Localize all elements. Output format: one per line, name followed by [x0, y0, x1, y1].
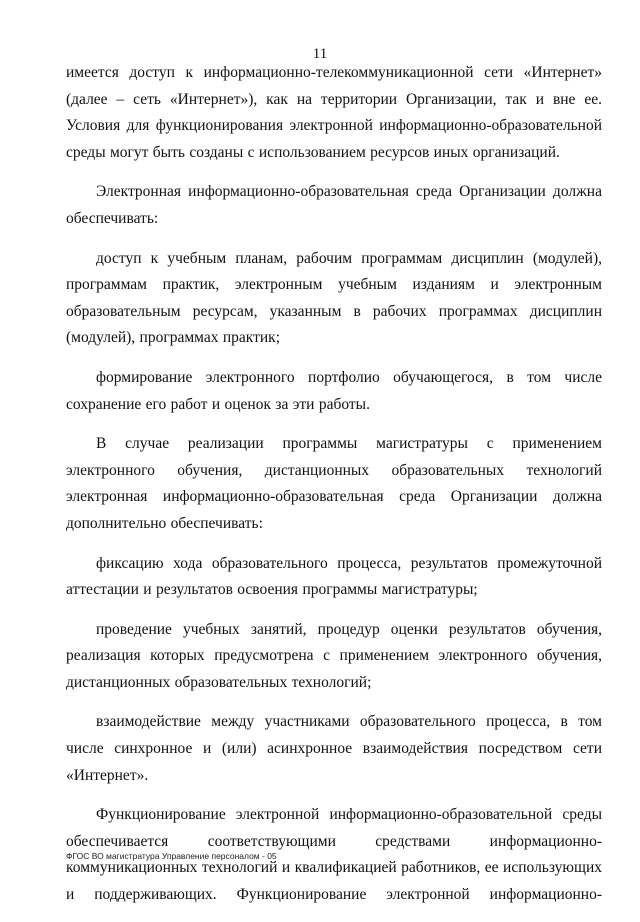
paragraph-access-to-plans: доступ к учебным планам, рабочим программам дисциплин (модулей), программам практик, электронным учебным изданиям и электронным образовательным ресурсам, указанным в рабочих программах дисциплин (модулей), программах практик;: [66, 249, 602, 347]
paragraph-interaction: взаимодействие между участниками образовательного процесса, в том числе синхронное и (или) асинхронное взаимодействия посредством сети «Интернет».: [66, 713, 602, 784]
paragraph-internet-access: имеется доступ к информационно-телекоммуникационной сети «Интернет» (далее – сеть «Интернет»), как на территории Организации, так и вне ее. Условия для функционирования электронной информационно-образовательной среды могут быть созданы с использованием ресурсов иных организаций.: [66, 64, 602, 161]
page-footer: ФГОС ВО магистратура Управление персоналом - 05: [66, 851, 277, 861]
paragraph-portfolio: формирование электронного портфолио обучающегося, в том числе сохранение его работ и оценок за эти работы.: [66, 368, 602, 413]
paragraph-e-learning-case: В случае реализации программы магистратуры с применением электронного обучения, дистанционных образовательных технологий электронная информационно-образовательная среда Организации должна дополнительно обеспечивать:: [66, 435, 602, 532]
page-number: 11: [312, 46, 328, 62]
paragraph-functioning: Функционирование электронной информационно-образовательной среды обеспечивается соответствующими средствами информационно-коммуникационных технологий и квалификацией работников, ее использующих и поддерживающих. Функционирование электронной информационно-: [66, 806, 602, 904]
paragraph-conducting-classes: проведение учебных занятий, процедур оценки результатов обучения, реализация которых предусмотрена с применением электронного обучения, дистанционных образовательных технологий;: [66, 620, 602, 691]
paragraph-recording-process: фиксацию хода образовательного процесса, результатов промежуточной аттестации и результатов освоения программы магистратуры;: [66, 554, 602, 599]
paragraph-environment-must-provide: Электронная информационно-образовательная среда Организации должна обеспечивать:: [66, 183, 602, 227]
document-body: [66, 60, 602, 922]
